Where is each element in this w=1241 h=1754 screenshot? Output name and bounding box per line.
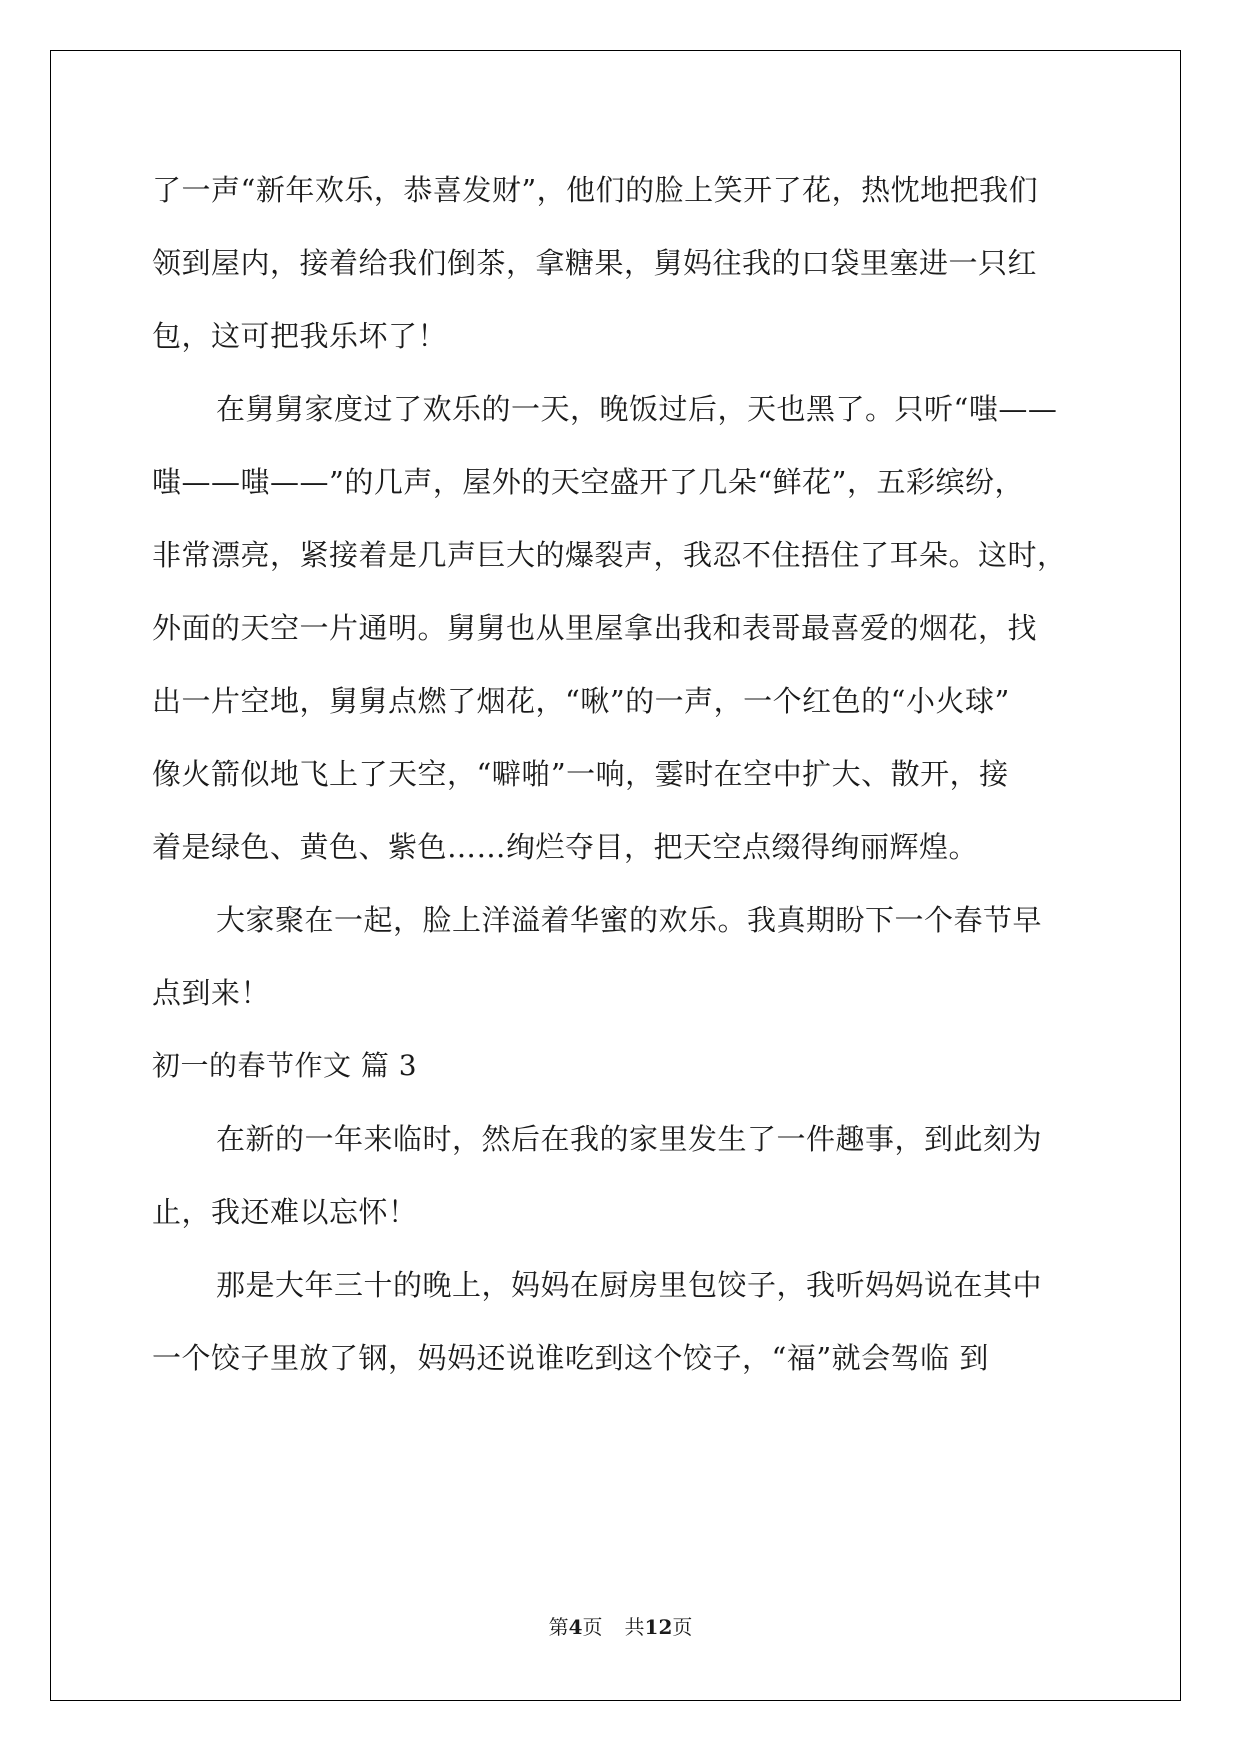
paragraph-line: 止，我还难以忘怀！ — [152, 1195, 418, 1229]
paragraph-line: 领到屋内，接着给我们倒茶，拿糖果，舅妈往我的口袋里塞进一只红 — [152, 246, 1038, 280]
paragraph-line: 非常漂亮，紧接着是几声巨大的爆裂声，我忍不住捂住了耳朵。这时， — [152, 538, 1067, 572]
paragraph-line: 那是大年三十的晚上，妈妈在厨房里包饺子，我听妈妈说在其中 — [216, 1268, 1043, 1302]
footer-total-prefix: 共 — [624, 1615, 645, 1639]
total-page-number: 12 — [644, 1615, 673, 1639]
footer-prefix: 第 — [548, 1615, 569, 1639]
paragraph-line: 了一声“新年欢乐，恭喜发财”，他们的脸上笑开了花，热忱地把我们 — [152, 173, 1039, 207]
paragraph-line: 包，这可把我乐坏了！ — [152, 319, 448, 353]
footer-page-label: 页 — [582, 1615, 603, 1639]
paragraph-line: 外面的天空一片通明。舅舅也从里屋拿出我和表哥最喜爱的烟花，找 — [152, 611, 1038, 645]
paragraph-line: 在新的一年来临时，然后在我的家里发生了一件趣事，到此刻为 — [216, 1122, 1043, 1156]
paragraph-line: 在舅舅家度过了欢乐的一天，晚饭过后，天也黑了。只听“嗤—— — [216, 392, 1058, 426]
footer-suffix: 页 — [672, 1615, 693, 1639]
page-footer — [0, 1612, 1241, 1642]
paragraph-line: 一个饺子里放了钢，妈妈还说谁吃到这个饺子，“福”就会驾临 到 — [152, 1341, 989, 1375]
paragraph-line: 像火箭似地飞上了天空，“噼啪”一响，霎时在空中扩大、散开，接 — [152, 757, 1009, 791]
paragraph-line: 点到来！ — [152, 976, 271, 1010]
paragraph-line: 嗤——嗤——”的几声，屋外的天空盛开了几朵“鲜花”，五彩缤纷， — [152, 465, 1024, 499]
section-heading: 初一的春节作文 篇 3 — [152, 1049, 418, 1082]
paragraph-line: 着是绿色、黄色、紫色……绚烂夺目，把天空点缀得绚丽辉煌。 — [152, 830, 979, 864]
paragraph-line: 大家聚在一起，脸上洋溢着华蜜的欢乐。我真期盼下一个春节早 — [216, 903, 1043, 937]
current-page-number: 4 — [568, 1615, 583, 1639]
paragraph-line: 出一片空地，舅舅点燃了烟花，“啾”的一声，一个红色的“小火球” — [152, 684, 1010, 718]
